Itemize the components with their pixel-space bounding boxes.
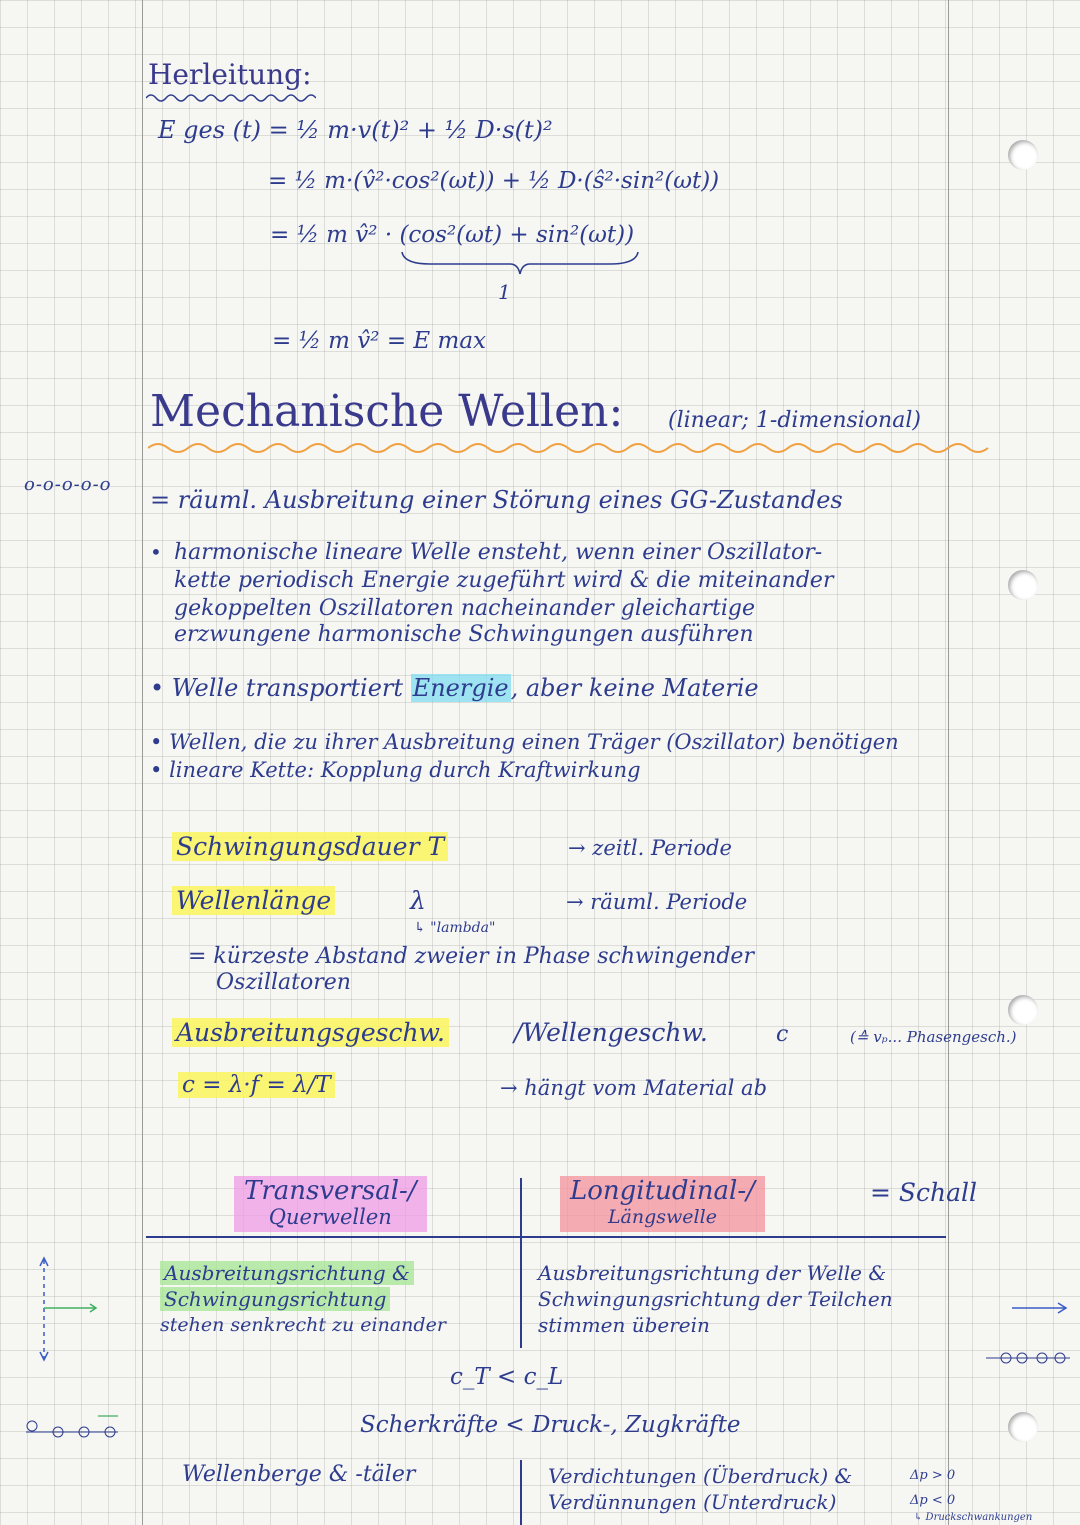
- speed-comparison: c_T < c_L: [450, 1364, 564, 1390]
- transversal-description-b: [160, 1286, 446, 1312]
- formula-note: → hängt vom Material ab: [500, 1076, 768, 1100]
- transversal-title-line-1: Transversal-/: [244, 1176, 417, 1206]
- longitudinal-description: [538, 1260, 893, 1338]
- bullet-1-line-2: kette periodisch Energie zugeführt wird & die miteinander: [174, 568, 834, 593]
- wave-definition: = räuml. Ausbreitung einer Störung eines GG-Zustandes: [150, 486, 843, 514]
- bullet-dot: •: [150, 730, 170, 754]
- transversal-description: [160, 1260, 446, 1338]
- wavelength-definition-line-2: Oszillatoren: [216, 970, 351, 995]
- waves-title: Mechanische Wellen:: [150, 386, 624, 437]
- longitudinal-title-line-2: Längswelle: [607, 1206, 717, 1228]
- longitudinal-desc-a: Ausbreitungsrichtung der Welle &: [538, 1261, 887, 1285]
- bullet-1-line-1: harmonische lineare Welle ensteht, wenn einer Oszillator-: [174, 540, 823, 565]
- longitudinal-arrow-sketch: [1010, 1298, 1070, 1318]
- period-label: Schwingungsdauer T: [172, 832, 448, 861]
- longitudinal-chain-sketch: [984, 1348, 1074, 1368]
- table-vertical-line: [520, 1178, 522, 1348]
- longitudinal-bottom-b: Verdünnungen (Unterdruck): [548, 1490, 837, 1514]
- speed-symbol: c: [776, 1022, 789, 1047]
- punch-hole: [1008, 1412, 1038, 1442]
- derivation-heading: Herleitung:: [148, 58, 312, 91]
- bullet-4: [150, 758, 641, 782]
- derivation-line-3: = ½ m v̂² · (cos²(ωt) + sin²(ωt)): [270, 222, 635, 248]
- transversal-bottom: Wellenberge & -täler: [182, 1462, 416, 1487]
- brace-value: 1: [498, 280, 511, 304]
- speed-note: (≙ vₚ... Phasengesch.): [850, 1028, 1017, 1046]
- margin-oscillator-chain: o-o-o-o-o: [24, 474, 112, 495]
- transversal-description-a: [160, 1260, 446, 1286]
- punch-hole: [1008, 140, 1038, 170]
- longitudinal-desc-c: stimmen überein: [538, 1313, 710, 1337]
- bottom-vertical-line: [520, 1460, 522, 1525]
- bullet-1-line-3: gekoppelten Oszillatoren nacheinander gleichartige: [174, 596, 756, 621]
- punch-hole: [1008, 570, 1038, 600]
- speed-label-2: /Wellengeschw.: [514, 1018, 708, 1047]
- bullet-3: [150, 730, 899, 754]
- bullet-dot: •: [150, 674, 172, 702]
- transversal-title-line-2: Querwellen: [268, 1205, 392, 1229]
- bullet-2-post: , aber keine Materie: [510, 674, 759, 702]
- speed-label: Ausbreitungsgeschw.: [172, 1018, 449, 1047]
- period-note: → zeitl. Periode: [568, 836, 732, 860]
- footnote: ↳ Druckschwankungen: [914, 1512, 1033, 1523]
- derivation-line-2: = ½ m·(v̂²·cos²(ωt)) + ½ D·(ŝ²·sin²(ωt)): [268, 168, 720, 194]
- longitudinal-desc-b: Schwingungsrichtung der Teilchen: [538, 1287, 893, 1311]
- bullet-2: [150, 674, 759, 702]
- derivation-line-1: E ges (t) = ½ m·v(t)² + ½ D·s(t)²: [158, 116, 553, 144]
- bullet-1-line-4: erzwungene harmonische Schwingungen ausführen: [174, 622, 754, 647]
- bullet-4-text: lineare Kette: Kopplung durch Kraftwirkung: [169, 758, 641, 782]
- derivation-line-4: = ½ m v̂² = E max: [272, 328, 487, 354]
- waves-subtitle: (linear; 1-dimensional): [668, 408, 921, 433]
- wavelength-label: Wellenlänge: [172, 886, 335, 915]
- longitudinal-title-line-1: Longitudinal-/: [570, 1176, 755, 1206]
- lambda-note: ↳ "lambda": [414, 920, 496, 936]
- longitudinal-title: [560, 1176, 765, 1232]
- right-margin-line: [948, 0, 949, 1525]
- longitudinal-extra: = Schall: [870, 1178, 978, 1207]
- bullet-dot: •: [150, 540, 162, 564]
- brace: [400, 250, 640, 276]
- longitudinal-bottom-a: Verdichtungen (Überdruck) &: [548, 1464, 853, 1488]
- punch-hole: [1008, 995, 1038, 1025]
- bullet-2-pre: Welle transportiert: [171, 674, 404, 702]
- pressure-note-b: Δp < 0: [910, 1493, 956, 1508]
- heading-underline-wave: [146, 92, 316, 104]
- bullet-2-highlight: Energie: [412, 674, 509, 702]
- transversal-desc-c: stehen senkrecht zu einander: [160, 1314, 446, 1336]
- transversal-title: [234, 1176, 427, 1232]
- title-underline-wave: [148, 440, 998, 456]
- wavelength-note: → räuml. Periode: [566, 890, 748, 914]
- transversal-chain-sketch: [22, 1410, 122, 1440]
- force-comparison: Scherkräfte < Druck-, Zugkräfte: [360, 1412, 741, 1438]
- speed-formula: c = λ·f = λ/T: [178, 1072, 335, 1098]
- wavelength-symbol: λ: [410, 886, 426, 915]
- pressure-note-a: Δp > 0: [910, 1468, 956, 1483]
- bullet-3-text: Wellen, die zu ihrer Ausbreitung einen Träger (Oszillator) benötigen: [169, 730, 899, 754]
- wavelength-definition-line-1: = kürzeste Abstand zweier in Phase schwingender: [188, 944, 754, 969]
- left-margin-line: [142, 0, 143, 1525]
- transversal-desc-b: Schwingungsrichtung: [160, 1287, 390, 1311]
- table-horizontal-line: [146, 1236, 946, 1238]
- transversal-axis-sketch: [30, 1250, 110, 1370]
- transversal-desc-a: Ausbreitungsrichtung &: [160, 1261, 414, 1285]
- bullet-dot: •: [150, 758, 170, 782]
